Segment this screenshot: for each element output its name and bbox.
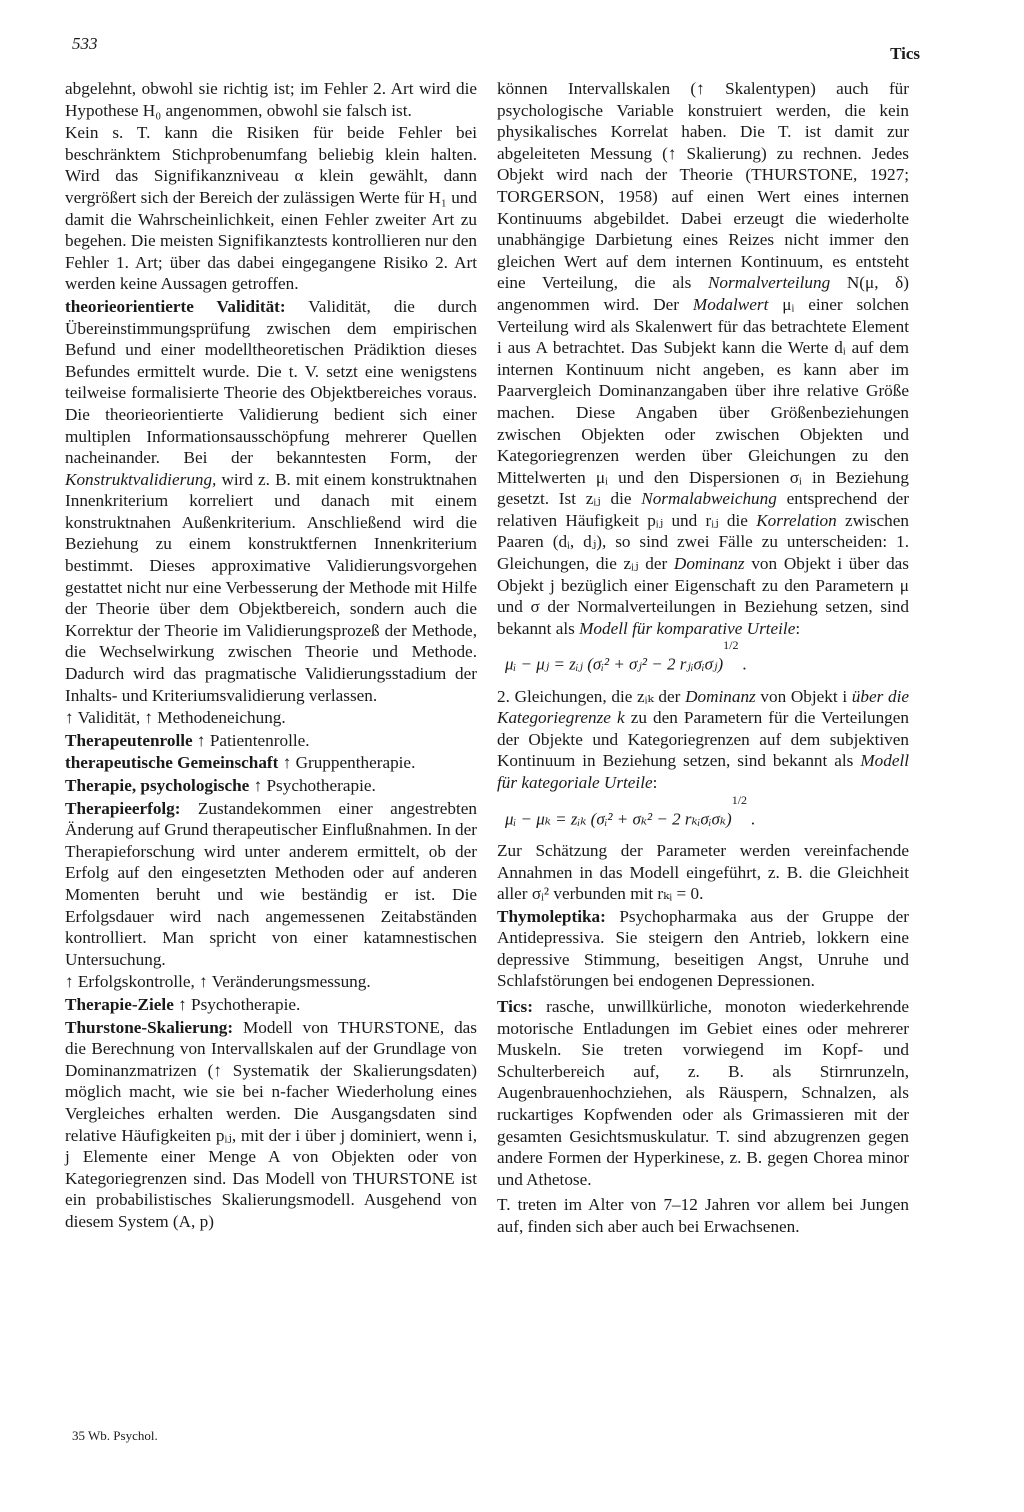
footer-signature: 35 Wb. Psychol. <box>72 1428 158 1443</box>
paragraph: können Intervallskalen (↑ Skalentypen) auch für psychologische Variable konstruiert werden, die kein physikalisches Korrelat haben. Die T. ist damit zur abgeleiteten Messung (↑ Skalierung) zu rechnen. Jedes Objekt wird nach der Theorie (THURSTONE, 1927; TORGERSON, 1958) auf einen Wert eines internen Kontinuums abgebildet. Dabei erzeugt die wiederholte unabhängige Darbietung eines Reizes nicht immer den gleichen Wert auf dem internen Kontinuum, es entsteht eine Verteilung, die als Normalverteilung N(μ, δ) angenommen wird. Der Modalwert μᵢ einer solchen Verteilung wird als Skalenwert für das betrachtete Element i aus A betrachtet. Das Subjekt kann die Werte dᵢ auf dem internen Kontinuum nicht angeben, es kann aber im Paarvergleich Dominanzangaben über ihre relative Größe machen. Diese Angaben über Größenbeziehungen zwischen Objekten oder zwischen Objekten und Kategoriegrenzen werden über Gleichungen zu den Mittelwerten μᵢ und den Dispersionen σᵢ in Beziehung gesetzt. Ist zᵢⱼ die Normalabweichung entsprechend der relativen Häufigkeit pᵢⱼ und rᵢⱼ die Korrelation zwischen Paaren (dᵢ, dⱼ), so sind zwei Fälle zu unterscheiden: 1. Gleichungen, die zᵢⱼ der Dominanz von Objekt i über das Objekt j bezüglich einer Eigenschaft zu den Parametern μ und σ der Normalverteilungen in Beziehung setzen, sind bekannt als Modell für komparative Urteile: <box>497 79 909 638</box>
entry-term: therapeutische Gemeinschaft <box>65 753 279 773</box>
cross-reference: ↑ Erfolgskontrolle, ↑ Veränderungsmessung. <box>65 972 371 992</box>
entry-term: Therapie, psychologische <box>65 776 250 795</box>
entry-thymoleptika: Thymoleptika: Psychopharmaka aus der Gruppe der Antidepressiva. Sie steigern den Antrieb, lokkern eine depressive Stimmung, beseitigen Angst, Unruhe und Schlafstörungen bei endogenen Depressionen. <box>497 906 909 991</box>
entry-tics: Tics: rasche, unwillkürliche, monoton wiederkehrende motorische Entladungen im Gebiet eines oder mehrerer Muskeln. Sie treten vorwiegend im Kopf- und Schulterbereich auf, z. B. als Stirnrunzeln, Augenbrauenhochziehen, als Räuspern, Schnalzen, als ruckartiges Kopfwenden oder als Grimassieren mit der gesamten Gesichtsmuskulatur. T. sind abzugrenzen gegen andere Formen der Hyperkinese, z. B. gegen Chorea minor und Athetose. <box>497 997 909 1189</box>
cross-reference: ↑ Validität, ↑ Methodeneichung. <box>65 708 286 728</box>
formula-exponent: 1/2 <box>723 638 739 653</box>
entry-term: Therapieerfolg: <box>65 798 181 818</box>
entry-therapeutenrolle: Therapeutenrolle ↑ Patientenrolle. <box>65 730 310 750</box>
formula-exponent: 1/2 <box>731 792 748 807</box>
entry-term: Therapie-Ziele <box>65 994 174 1014</box>
entry-term: Thymoleptika: <box>497 906 606 926</box>
entry-therapie-psychologische: Therapie, psychologische ↑ Psychotherapie. <box>65 776 376 795</box>
formula-categorical-judgement: μᵢ − μₖ = zᵢₖ (σᵢ² + σₖ² − 2 rₖᵢσᵢσₖ)$^{1/2}$ . <box>505 792 756 829</box>
entry-thurstone-skalierung: Thurstone-Skalierung: Modell von THURSTONE, das die Berechnung von Intervallskalen auf der Grundlage von Dominanzmatrizen (↑ Systematik der Skalierungsdaten) möglich macht, wie sie bei n-facher Wiederholung eines Vergleiches erhalten werden. Die Ausgangsdaten sind relative Häufigkeiten pᵢⱼ, mit der i über j dominiert, wenn i, j Elemente einer Menge A von Objekten oder von Kategoriegrenzen sind. Das Modell von THURSTONE ist ein probabilistisches Skalierungsmodell. Ausgehend von diesem System (A, p) <box>65 1017 477 1231</box>
entry-term: Tics: <box>497 997 533 1017</box>
formula-comparative-judgement: μᵢ − μⱼ = zᵢⱼ (σᵢ² + σⱼ² − 2 rⱼᵢσᵢσⱼ)$^{1/2}$ . <box>505 638 747 675</box>
entry-therapieerfolg: Therapieerfolg: Zustandekommen einer angestrebten Änderung auf Grund therapeutischer Einflußnahmen. In der Therapieforschung wird unter anderem ermittelt, ob der Erfolg auf den eingesetzten Methoden oder auf anderen Momenten beruht und wie beständig er ist. Die Erfolgsdauer wird nach angemessenen Zeitabständen kontrolliert. Man spricht von einer katamnestischen Untersuchung. <box>65 798 477 969</box>
entry-term: Thurstone-Skalierung: <box>65 1017 234 1037</box>
paragraph: abgelehnt, obwohl sie richtig ist; im Fehler 2. Art wird die Hypothese H₀ angenommen, obwohl sie falsch ist. <box>65 79 477 120</box>
paragraph: Zur Schätzung der Parameter werden vereinfachende Annahmen in das Modell eingeführt, z. B. die Gleichheit aller σᵢ² verbunden mit rₖᵢ = 0. <box>497 840 909 904</box>
right-column <box>497 78 909 1239</box>
paragraph: T. treten im Alter von 7–12 Jahren vor allem bei Jungen auf, finden sich aber auch bei Erwachsenen. <box>497 1195 909 1236</box>
entry-term: theorieorientierte Validität: <box>65 296 286 316</box>
entry-therapeutische-gemeinschaft: therapeutische Gemeinschaft ↑ Gruppentherapie. <box>65 753 416 773</box>
paragraph: 2. Gleichungen, die zᵢₖ der Dominanz von Objekt i über die Kategoriegrenze k zu den Parametern für die Verteilungen der Objekte und Kategoriegrenzen auf dem subjektiven Kontinuum in Beziehung setzen, sind bekannt als Modell für kategoriale Urteile: <box>497 686 909 793</box>
running-header: Tics <box>890 44 920 63</box>
entry-therapie-ziele: Therapie-Ziele ↑ Psychotherapie. <box>65 994 301 1014</box>
page-number: 533 <box>72 34 98 53</box>
left-column <box>65 78 477 1233</box>
paragraph: Kein s. T. kann die Risiken für beide Fehler bei beschränktem Stichprobenumfang beliebig klein halten. Wird das Signifikanzniveau α klein gewählt, dann vergrößert sich der Bereich der zulässigen Werte für H₁ und damit die Wahrscheinlichkeit, einen Fehler zweiter Art zu begehen. Die meisten Signifikanztests kontrollieren nur den Fehler 1. Art; über das dabei eingegangene Risiko 2. Art werden keine Aussagen getroffen. <box>65 123 477 294</box>
entry-theorieorientierte-validitaet: theorieorientierte Validität: Validität, die durch Übereinstimmungsprüfung zwischen dem empirischen Befund und einer modelltheoretischen Prädiktion dieses Befundes ermittelt wurde. Die t. V. setzt eine wenigstens teilweise formalisierte Theorie des Objektbereiches voraus. Die theorieorientierte Validierung bedient sich einer multiplen Informationsausschöpfung mehrerer Quellen nacheinander. Bei der bekanntesten Form, der Konstruktvalidierung, wird z. B. mit einem konstruktnahen Innenkriterium korreliert und danach mit einem konstruktnahen Außenkriterium. Anschließend wird die Beziehung zu einem konstruktfernen Innenkriterium bestimmt. Dieses approximative Validierungsvorgehen gestattet nicht nur eine Verbesserung der Methode mit Hilfe der Theorie über dem Objektbereich, sondern auch die Korrektur der Theorie im Validierungsprozeß der Methode, die Wechselwirkung zwischen Theorie und Methode. Dadurch wird das pragmatische Validierungsstadium der Inhalts- und Kriteriumsvalidierung verlassen. <box>65 296 477 705</box>
entry-term: Therapeutenrolle <box>65 730 193 750</box>
